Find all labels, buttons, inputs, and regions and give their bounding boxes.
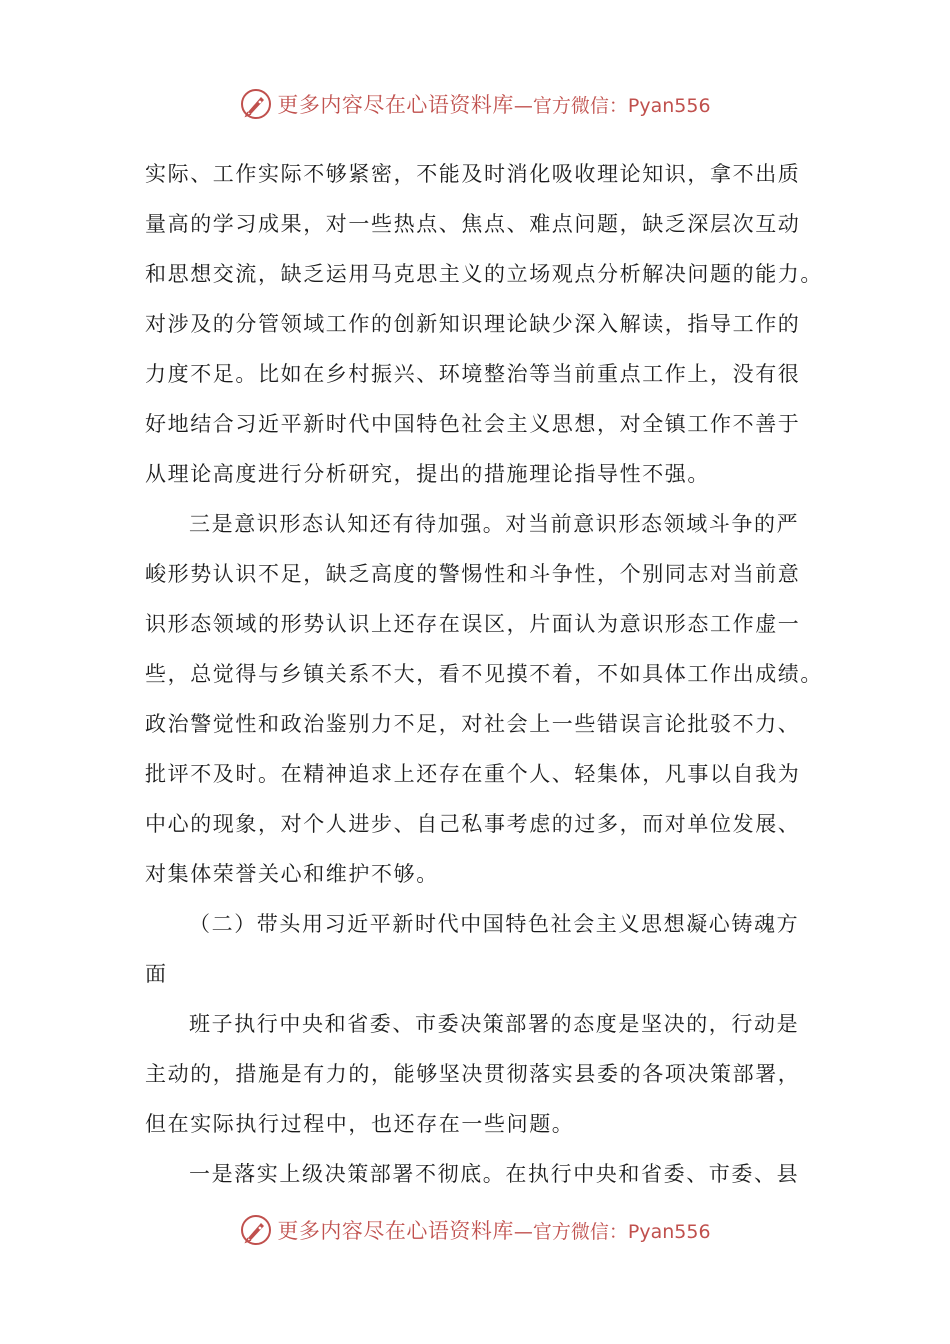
footer-banner bbox=[0, 1210, 950, 1250]
text-line: 些，总觉得与乡镇关系不大，看不见摸不着，不如具体工作出成绩。 bbox=[145, 662, 823, 686]
text-line: 识形态领域的形势认识上还存在误区，片面认为意识形态工作虚一 bbox=[145, 612, 801, 636]
text-line: 实际、工作实际不够紧密，不能及时消化吸收理论知识，拿不出质 bbox=[145, 162, 801, 186]
header-banner bbox=[0, 84, 950, 124]
header-contact-text: —官方微信：Pyan556 bbox=[513, 94, 711, 117]
text-line: 对涉及的分管领域工作的创新知识理论缺少深入解读，指导工作的 bbox=[145, 312, 801, 336]
text-line: 但在实际执行过程中，也还存在一些问题。 bbox=[145, 1112, 575, 1136]
text-line: 力度不足。比如在乡村振兴、环境整治等当前重点工作上，没有很 bbox=[145, 362, 801, 386]
text-line: 从理论高度进行分析研究，提出的措施理论指导性不强。 bbox=[145, 462, 710, 486]
text-line: 量高的学习成果，对一些热点、焦点、难点问题，缺乏深层次互动 bbox=[145, 212, 801, 236]
text-line: 批评不及时。在精神追求上还存在重个人、轻集体，凡事以自我为 bbox=[145, 762, 801, 786]
header-site-text: 更多内容尽在心语资料库 bbox=[277, 93, 514, 117]
text-line: 峻形势认识不足，缺乏高度的警惕性和斗争性，个别同志对当前意 bbox=[145, 562, 801, 586]
section-heading-line: （二）带头用习近平新时代中国特色社会主义思想凝心铸魂方 bbox=[189, 912, 800, 936]
footer-contact-text: —官方微信：Pyan556 bbox=[513, 1220, 711, 1243]
paragraph-start-line: 一是落实上级决策部署不彻底。在执行中央和省委、市委、县 bbox=[189, 1162, 800, 1186]
pen-nib-logo-icon bbox=[239, 87, 273, 121]
footer-site-text: 更多内容尽在心语资料库 bbox=[277, 1219, 514, 1243]
text-line: 和思想交流，缺乏运用马克思主义的立场观点分析解决问题的能力。 bbox=[145, 262, 823, 286]
pen-nib-logo-icon bbox=[239, 1213, 273, 1247]
text-line: 对集体荣誉关心和维护不够。 bbox=[145, 862, 439, 886]
paragraph-start-line: 三是意识形态认知还有待加强。对当前意识形态领域斗争的严 bbox=[189, 512, 800, 536]
paragraph-start-line: 班子执行中央和省委、市委决策部署的态度是坚决的，行动是 bbox=[189, 1012, 800, 1036]
text-line: 中心的现象，对个人进步、自己私事考虑的过多，而对单位发展、 bbox=[145, 812, 801, 836]
text-line: 政治警觉性和政治鉴别力不足，对社会上一些错误言论批驳不力、 bbox=[145, 712, 801, 736]
document-body bbox=[145, 149, 823, 1199]
text-line: 主动的，措施是有力的，能够坚决贯彻落实县委的各项决策部署， bbox=[145, 1062, 801, 1086]
section-heading-line: 面 bbox=[145, 962, 168, 986]
text-line: 好地结合习近平新时代中国特色社会主义思想，对全镇工作不善于 bbox=[145, 412, 801, 436]
